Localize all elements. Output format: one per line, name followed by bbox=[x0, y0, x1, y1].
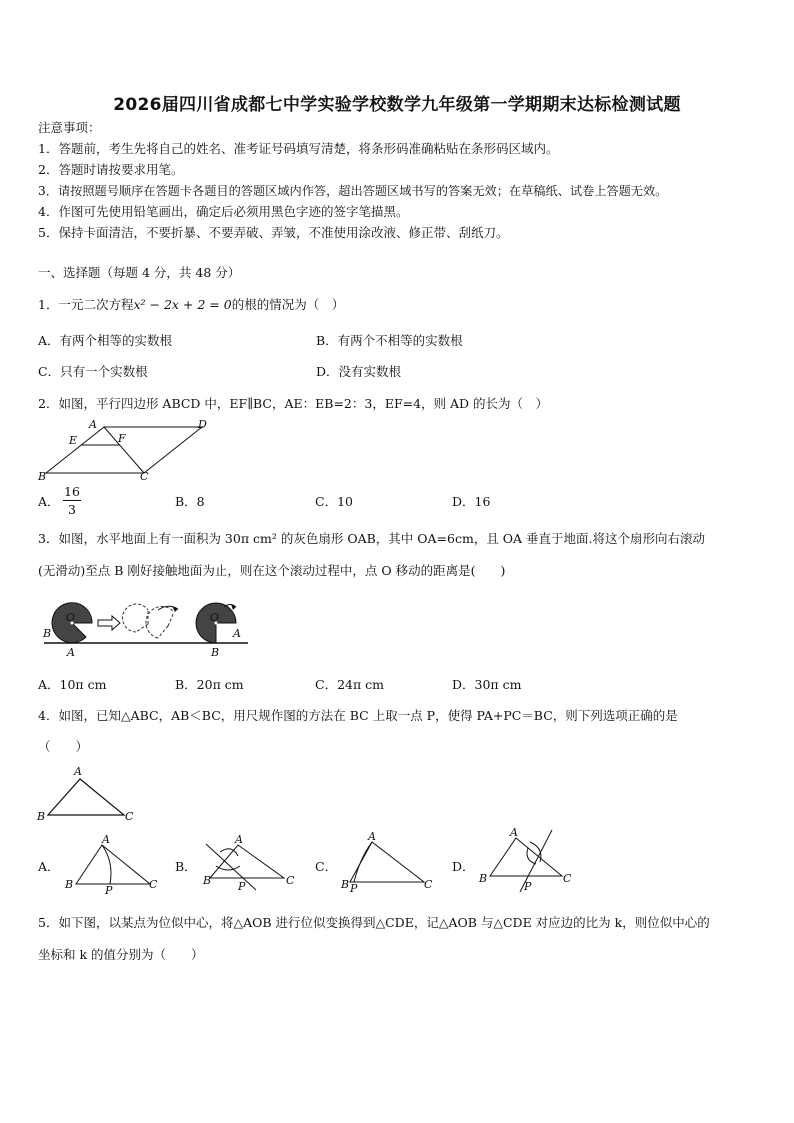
q4-option-a[interactable]: A． bbox=[38, 859, 60, 874]
q4c-label-c: C bbox=[424, 878, 433, 891]
q4-option-b[interactable]: B． bbox=[175, 859, 197, 874]
question-2: 2．如图，平行四边形 ABCD 中，EF∥BC，AE：EB=2：3，EF=4，则 AD 的长为（ ） bbox=[38, 396, 549, 411]
q4a-label-a: A bbox=[102, 833, 110, 846]
q3-label-b-first: B bbox=[43, 627, 52, 640]
notice-item-1: 1．答题前，考生先将自己的姓名、准考证号码填写清楚，将条形码准确粘贴在条形码区域内。 bbox=[38, 141, 559, 156]
q4-option-a-figure bbox=[62, 832, 162, 897]
parallelogram-figure bbox=[38, 417, 213, 483]
fraction-bar bbox=[63, 500, 81, 501]
q4d-label-p: P bbox=[524, 880, 532, 893]
q3-label-o-first: O bbox=[66, 611, 76, 624]
q1-prefix: 1．一元二次方程 bbox=[38, 297, 134, 312]
q2-label-e: E bbox=[69, 434, 78, 447]
q3-label-a-last: A bbox=[233, 627, 241, 640]
q2-label-a: A bbox=[89, 418, 97, 431]
q4b-label-a: A bbox=[235, 833, 243, 846]
q2-label-d: D bbox=[198, 418, 207, 431]
q2-option-a-fraction bbox=[63, 484, 81, 517]
q4-option-c-figure bbox=[338, 830, 438, 895]
q1-option-b[interactable]: B．有两个不相等的实数根 bbox=[316, 333, 463, 348]
q4-option-d-figure bbox=[478, 826, 578, 892]
q4-label-b: B bbox=[37, 810, 46, 823]
q4d-label-c: C bbox=[563, 872, 572, 885]
notice-item-3: 3．请按照题号顺序在答题卡各题目的答题区域内作答，超出答题区域书写的答案无效；在草稿纸、试卷上答题无效。 bbox=[38, 184, 668, 198]
fraction-denominator: 3 bbox=[68, 502, 76, 517]
q2-option-a-prefix: A． bbox=[38, 494, 60, 509]
q3-option-a[interactable]: A．10π cm bbox=[38, 677, 107, 692]
q2-label-c: C bbox=[140, 470, 149, 483]
q3-label-b-last: B bbox=[211, 646, 220, 659]
fraction-numerator: 16 bbox=[64, 484, 80, 499]
notice-item-5: 5．保持卡面清洁，不要折暴、不要弄破、弄皱，不准使用涂改液、修正带、刮纸刀。 bbox=[38, 225, 509, 240]
question-1 bbox=[38, 297, 344, 313]
q2-label-f: F bbox=[118, 432, 126, 445]
q4c-label-b: B bbox=[341, 878, 350, 891]
q1-option-a[interactable]: A．有两个相等的实数根 bbox=[38, 333, 173, 348]
q4-option-d[interactable]: D． bbox=[452, 859, 475, 874]
q4b-label-c: C bbox=[286, 874, 295, 887]
q4a-label-c: C bbox=[149, 878, 158, 891]
q4-triangle-figure bbox=[36, 763, 136, 825]
q4-label-a: A bbox=[74, 765, 82, 778]
page-title: 2026届四川省成都七中学实验学校数学九年级第一学期期末达标检测试题 bbox=[113, 95, 681, 115]
question-4-line-1: 4．如图，已知△ABC，AB＜BC，用尺规作图的方法在 BC 上取一点 P，使得 PA+PC＝BC，则下列选项正确的是 bbox=[38, 708, 678, 723]
q3-option-d[interactable]: D．30π cm bbox=[452, 677, 522, 692]
q4b-label-b: B bbox=[203, 874, 212, 887]
q4-option-c[interactable]: C． bbox=[315, 859, 338, 874]
notice-heading: 注意事项： bbox=[38, 120, 101, 135]
q4c-label-p: P bbox=[350, 882, 358, 895]
q1-suffix: 的根的情况为（ ） bbox=[231, 297, 345, 312]
notice-item-4: 4．作图可先使用铅笔画出，确定后必须用黑色字迹的签字笔描黑。 bbox=[38, 204, 409, 219]
section-heading: 一、选择题（每题 4 分，共 48 分） bbox=[38, 265, 241, 280]
q1-option-d[interactable]: D．没有实数根 bbox=[316, 364, 402, 379]
q4d-label-b: B bbox=[479, 872, 488, 885]
q4d-label-a: A bbox=[510, 826, 518, 839]
rolling-sector-figure bbox=[38, 600, 248, 660]
q4a-label-b: B bbox=[65, 878, 74, 891]
notice-item-2: 2．答题时请按要求用笔。 bbox=[38, 162, 184, 177]
q1-option-c[interactable]: C．只有一个实数根 bbox=[38, 364, 148, 379]
question-3-line-2: (无滑动)至点 B 刚好接触地面为止，则在这个滚动过程中，点 O 移动的距离是( ) bbox=[38, 563, 506, 578]
q1-equation: x² − 2x + 2 = 0 bbox=[133, 297, 232, 312]
question-4-line-2: （ ） bbox=[38, 739, 89, 754]
q4-label-c: C bbox=[125, 810, 134, 823]
q2-option-a[interactable] bbox=[38, 494, 60, 510]
q3-label-a-first: A bbox=[67, 646, 75, 659]
q2-option-d[interactable]: D．16 bbox=[452, 494, 491, 509]
q4-option-b-figure bbox=[198, 830, 298, 892]
q4b-label-p: P bbox=[238, 880, 246, 893]
question-3-line-1: 3．如图，水平地面上有一面积为 30π cm² 的灰色扇形 OAB，其中 OA=6cm，且 OA 垂直于地面.将这个扇形向右滚动 bbox=[38, 531, 706, 546]
question-5-line-1: 5．如下图，以某点为位似中心，将△AOB 进行位似变换得到△CDE，记△AOB 与△CDE 对应边的比为 k，则位似中心的 bbox=[38, 915, 710, 930]
q2-option-c[interactable]: C．10 bbox=[315, 494, 353, 509]
question-5-line-2: 坐标和 k 的值分别为（ ） bbox=[38, 947, 204, 962]
q2-option-b[interactable]: B．8 bbox=[175, 494, 205, 509]
q3-option-c[interactable]: C．24π cm bbox=[315, 677, 385, 692]
q2-label-b: B bbox=[38, 470, 47, 483]
q3-label-o-last: O bbox=[210, 611, 220, 624]
q4c-label-a: A bbox=[368, 830, 376, 843]
q3-option-b[interactable]: B．20π cm bbox=[175, 677, 244, 692]
q4a-label-p: P bbox=[105, 884, 113, 897]
